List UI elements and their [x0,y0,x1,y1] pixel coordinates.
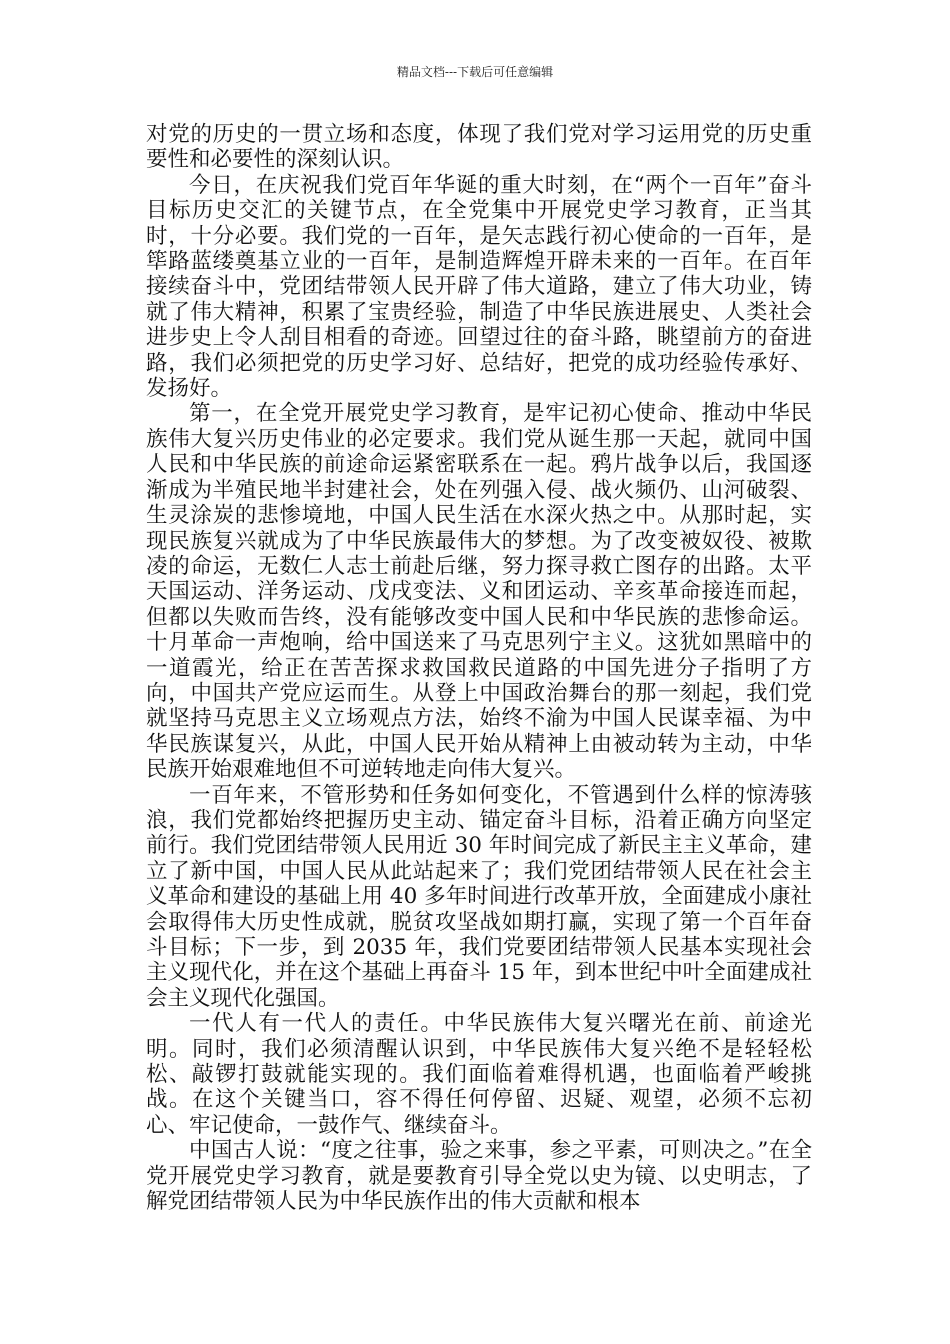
paragraph-first: 第一，在全党开展党史学习教育，是牢记初心使命、推动中华民族伟大复兴历史伟业的必定要求。我们党从诞生那一天起，就同中国人民和中华民族的前途命运紧密联系在一起。鸦片战争以后，我国逐渐成为半殖民地半封建社会，处在列强入侵、战火频仍、山河破裂、生灵涂炭的悲惨境地，中国人民生活在水深火热之中。从那时起，实现民族复兴就成为了中华民族最伟大的梦想。为了改变被奴役、被欺凌的命运，无数仁人志士前赴后继，努力探寻救亡图存的出路。太平天国运动、洋务运动、戊戌变法、义和团运动、辛亥革命接连而起，但都以失败而告终，没有能够改变中国人民和中华民族的悲惨命运。十月革命一声炮响，给中国送来了马克思列宁主义。这犹如黑暗中的一道霞光，给正在苦苦探求救国救民道路的中国先进分子指明了方向，中国共产党应运而生。从登上中国政治舞台的那一刻起，我们党就坚持马克思主义立场观点方法，始终不渝为中国人民谋幸福、为中华民族谋复兴，从此，中国人民开始从精神上由被动转为主动，中华民族开始艰难地但不可逆转地走向伟大复兴。 [146,401,812,783]
paragraph-generation: 一代人有一代人的责任。中华民族伟大复兴曙光在前、前途光明。同时，我们必须清醒认识到，中华民族伟大复兴绝不是轻轻松松、敲锣打鼓就能实现的。我们面临着难得机遇，也面临着严峻挑战。在这个关键当口，容不得任何停留、迟疑、观望，必须不忘初心、牢记使命，一鼓作气、继续奋斗。 [146,1011,812,1138]
paragraph-today: 今日，在庆祝我们党百年华诞的重大时刻，在“两个一百年”奋斗目标历史交汇的关键节点，在全党集中开展党史学习教育，正当其时，十分必要。我们党的一百年，是矢志践行初心使命的一百年，是筚路蓝缕奠基立业的一百年，是制造辉煌开辟未来的一百年。在百年接续奋斗中，党团结带领人民开辟了伟大道路，建立了伟大功业，铸就了伟大精神，积累了宝贵经验，制造了中华民族进展史、人类社会进步史上令人刮目相看的奇迹。回望过往的奋斗路，眺望前方的奋进路，我们必须把党的历史学习好、总结好，把党的成功经验传承好、发扬好。 [146,172,812,402]
paragraph-ancient-saying: 中国古人说：“度之往事，验之来事，参之平素，可则决之。”在全党开展党史学习教育，就是要教育引导全党以史为镜、以史明志，了解党团结带领人民为中华民族作出的伟大贡献和根本 [146,1138,812,1215]
paragraph-continuation: 对党的历史的一贯立场和态度，体现了我们党对学习运用党的历史重要性和必要性的深刻认识。 [146,122,812,173]
paragraph-hundred-years: 一百年来，不管形势和任务如何变化，不管遇到什么样的惊涛骇浪，我们党都始终把握历史主动、锚定奋斗目标，沿着正确方向坚定前行。我们党团结带领人民用近 30 年时间完成了新民主主义革命，建立了新中国，中国人民从此站起来了；我们党团结带领人民在社会主义革命和建设的基础上用 40 多年时间进行改革开放，全面建成小康社会取得伟大历史性成就，脱贫攻坚战如期打赢，实现了第一个百年奋斗目标；下一步，到 2035 年，我们党要团结带领人民基本实现社会主义现代化，并在这个基础上再奋斗 15 年，到本世纪中叶全面建成社会主义现代化强国。 [146,782,812,1011]
document-body [146,122,812,1214]
page-header: 精品文档---下载后可任意编辑 [396,65,554,79]
